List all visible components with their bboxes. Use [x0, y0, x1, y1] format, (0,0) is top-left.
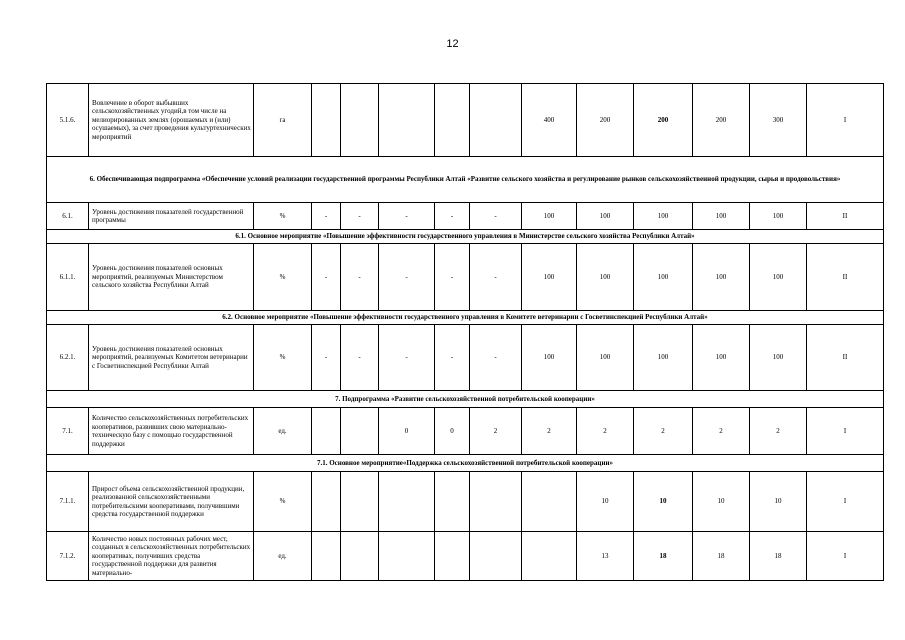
value-cell: 2	[577, 408, 634, 455]
category-cell: II	[807, 244, 884, 311]
value-cell	[312, 84, 341, 157]
page-number: 12	[446, 38, 459, 50]
value-cell: -	[341, 325, 379, 391]
value-cell: 100	[693, 244, 750, 311]
value-cell	[341, 408, 379, 455]
category-cell: I	[807, 84, 884, 157]
table-row	[47, 408, 884, 455]
value-cell: 300	[750, 84, 807, 157]
value-cell: 10	[693, 472, 750, 532]
value-cell: 2	[693, 408, 750, 455]
section-header: 6. Обеспечивающая подпрограмма «Обеспечение условий реализации государственной программы Республики Алтай «Развитие сельского хозяйства и регулирование рынков сельскохозяйственной продукции, сырья и продовольствия»	[47, 157, 884, 203]
value-cell: 18	[693, 532, 750, 581]
value-cell: 100	[577, 244, 634, 311]
unit-cell: га	[254, 84, 312, 157]
value-cell: 100	[693, 203, 750, 230]
value-cell: 100	[577, 203, 634, 230]
value-cell: 100	[634, 203, 693, 230]
section-header: 7. Подпрограмма «Развитие сельскохозяйственной потребительской кооперации»	[47, 391, 884, 408]
section-header-row	[47, 391, 884, 408]
value-cell: 18	[634, 532, 693, 581]
unit-cell: %	[254, 203, 312, 230]
section-header-row	[47, 311, 884, 325]
value-cell: 100	[750, 203, 807, 230]
section-header: 6.1. Основное мероприятие «Повышение эффективности государственного управления в Министерстве сельского хозяйства Республики Алтай»	[47, 230, 884, 244]
section-header-row	[47, 455, 884, 472]
value-cell	[312, 532, 341, 581]
unit-cell: ед.	[254, 532, 312, 581]
value-cell: 10	[750, 472, 807, 532]
value-cell: 100	[634, 244, 693, 311]
indicator-name: Количество новых постоянных рабочих мест, созданных в сельскохозяйственных потребительских кооперативах, получивших средства государственной поддержки для развития материально-	[89, 532, 254, 581]
indicators-table	[46, 83, 884, 581]
value-cell: -	[312, 203, 341, 230]
value-cell	[341, 84, 379, 157]
table-row	[47, 532, 884, 581]
value-cell: 200	[693, 84, 750, 157]
value-cell	[522, 532, 577, 581]
value-cell: 2	[634, 408, 693, 455]
value-cell	[470, 472, 522, 532]
value-cell: 100	[577, 325, 634, 391]
value-cell: -	[312, 244, 341, 311]
row-code: 7.1.2.	[47, 532, 89, 581]
value-cell: -	[470, 203, 522, 230]
category-cell: II	[807, 203, 884, 230]
category-cell: I	[807, 472, 884, 532]
section-header-row	[47, 230, 884, 244]
value-cell: 100	[634, 325, 693, 391]
value-cell: 10	[634, 472, 693, 532]
value-cell: -	[379, 203, 435, 230]
value-cell	[312, 472, 341, 532]
section-header: 6.2. Основное мероприятие «Повышение эффективности государственного управления в Комитете ветеринарии с Госветинспекцией Республики Алтай»	[47, 311, 884, 325]
value-cell: 100	[750, 325, 807, 391]
value-cell	[379, 532, 435, 581]
value-cell	[341, 532, 379, 581]
unit-cell: ед.	[254, 408, 312, 455]
value-cell: -	[312, 325, 341, 391]
value-cell	[470, 532, 522, 581]
indicator-name: Уровень достижения показателей основных мероприятий, реализуемых Министерством сельского хозяйства Республики Алтай	[89, 244, 254, 311]
value-cell: 200	[634, 84, 693, 157]
value-cell: -	[379, 325, 435, 391]
category-cell: II	[807, 325, 884, 391]
value-cell	[312, 408, 341, 455]
indicator-name: Количество сельскохозяйственных потребительских кооперативов, развивших свою материально-техническую базу с помощью государственной поддержки	[89, 408, 254, 455]
value-cell: 100	[693, 325, 750, 391]
table-row	[47, 84, 884, 157]
value-cell: 2	[522, 408, 577, 455]
row-code: 6.1.1.	[47, 244, 89, 311]
value-cell: 400	[522, 84, 577, 157]
value-cell: -	[379, 244, 435, 311]
value-cell: -	[435, 325, 470, 391]
value-cell: 100	[750, 244, 807, 311]
value-cell: -	[470, 244, 522, 311]
value-cell: -	[435, 203, 470, 230]
value-cell: 2	[750, 408, 807, 455]
value-cell	[435, 532, 470, 581]
value-cell: -	[435, 244, 470, 311]
value-cell	[379, 472, 435, 532]
value-cell	[522, 472, 577, 532]
category-cell: I	[807, 532, 884, 581]
indicator-name: Вовлечение в оборот выбывших сельскохозяйственных угодий,в том числе на мелиорированных землях (орошаемых и (или) осушаемых), за счет проведения культуртехнических мероприятий	[89, 84, 254, 157]
value-cell: 10	[577, 472, 634, 532]
value-cell	[341, 472, 379, 532]
row-code: 7.1.1.	[47, 472, 89, 532]
value-cell: -	[341, 244, 379, 311]
value-cell: -	[470, 325, 522, 391]
value-cell: 0	[379, 408, 435, 455]
value-cell: 200	[577, 84, 634, 157]
value-cell	[379, 84, 435, 157]
value-cell	[435, 472, 470, 532]
value-cell: 2	[470, 408, 522, 455]
category-cell: I	[807, 408, 884, 455]
unit-cell: %	[254, 244, 312, 311]
value-cell	[470, 84, 522, 157]
indicator-name: Прирост объема сельскохозяйственной продукции, реализованной сельскохозяйственными потребительскими кооперативами, получившими средства государственной поддержки	[89, 472, 254, 532]
value-cell: 100	[522, 244, 577, 311]
row-code: 5.1.6.	[47, 84, 89, 157]
value-cell: 100	[522, 203, 577, 230]
table-row	[47, 472, 884, 532]
row-code: 6.1.	[47, 203, 89, 230]
indicator-name: Уровень достижения показателей основных мероприятий, реализуемых Комитетом ветеринарии с Госветинспекцией Республики Алтай	[89, 325, 254, 391]
table-row	[47, 244, 884, 311]
value-cell: 18	[750, 532, 807, 581]
row-code: 7.1.	[47, 408, 89, 455]
value-cell	[435, 84, 470, 157]
value-cell: -	[341, 203, 379, 230]
unit-cell: %	[254, 472, 312, 532]
value-cell: 13	[577, 532, 634, 581]
table-row	[47, 203, 884, 230]
table-row	[47, 325, 884, 391]
indicator-name: Уровень достижения показателей государственной программы	[89, 203, 254, 230]
row-code: 6.2.1.	[47, 325, 89, 391]
value-cell: 100	[522, 325, 577, 391]
unit-cell: %	[254, 325, 312, 391]
section-header-row	[47, 157, 884, 203]
section-header: 7.1. Основное мероприятие«Поддержка сельскохозяйственной потребительской кооперации»	[47, 455, 884, 472]
value-cell: 0	[435, 408, 470, 455]
